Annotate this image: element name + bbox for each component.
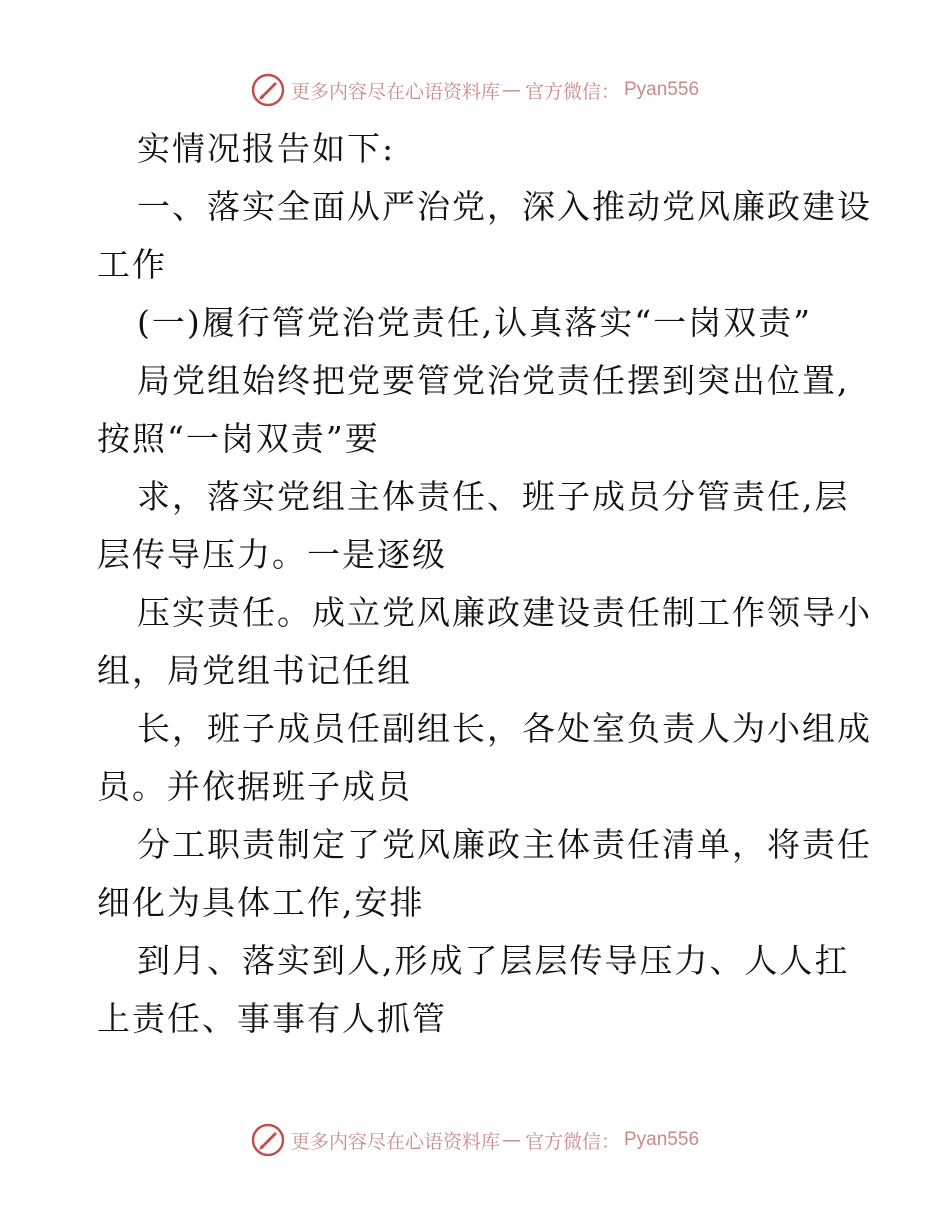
body-line: 分工职责制定了党风廉政主体责任清单，将责任 [137,825,872,864]
document-body [97,120,872,1048]
body-line: 组，局党组书记任组 [97,651,412,690]
body-line: 工作 [97,245,167,284]
body-line: 层传导压力。一是逐级 [97,535,447,574]
watermark-main-text: 更多内容尽在心语资料库 [290,80,500,103]
body-line: 局党组始终把党要管党治党责任摆到突出位置, [137,361,850,400]
body-line: 长，班子成员任副组长，各处室负责人为小组成 [137,709,872,748]
body-line: 到月、落实到人,形成了层层传导压力、人人扛 [137,941,850,980]
footer-watermark [0,1120,950,1160]
watermark-separator: — [501,79,521,101]
body-line: 细化为具体工作,安排 [97,883,425,922]
watermark-separator: — [501,1129,521,1151]
watermark-sub-text: 官方微信： [524,80,620,103]
header-watermark [0,70,950,110]
watermark-main-text: 更多内容尽在心语资料库 [290,1130,500,1153]
watermark-account: Pyan556 [624,79,700,100]
body-line: 压实责任。成立党风廉政建设责任制工作领导小 [137,593,872,632]
body-line: 一、落实全面从严治党，深入推动党风廉政建设 [137,187,872,226]
body-line: (一)履行管党治党责任,认真落实“一岗双责” [137,303,812,342]
library-logo-icon [251,1123,285,1157]
body-line: 上责任、事事有人抓管 [97,999,447,1038]
body-line: 实情况报告如下: [137,129,396,168]
body-line: 按照“一岗双责”要 [97,419,380,458]
library-logo-icon [251,73,285,107]
body-line: 员。并依据班子成员 [97,767,412,806]
body-line: 求，落实党组主体责任、班子成员分管责任,层 [137,477,850,516]
watermark-sub-text: 官方微信： [524,1130,620,1153]
watermark-account: Pyan556 [624,1129,700,1150]
